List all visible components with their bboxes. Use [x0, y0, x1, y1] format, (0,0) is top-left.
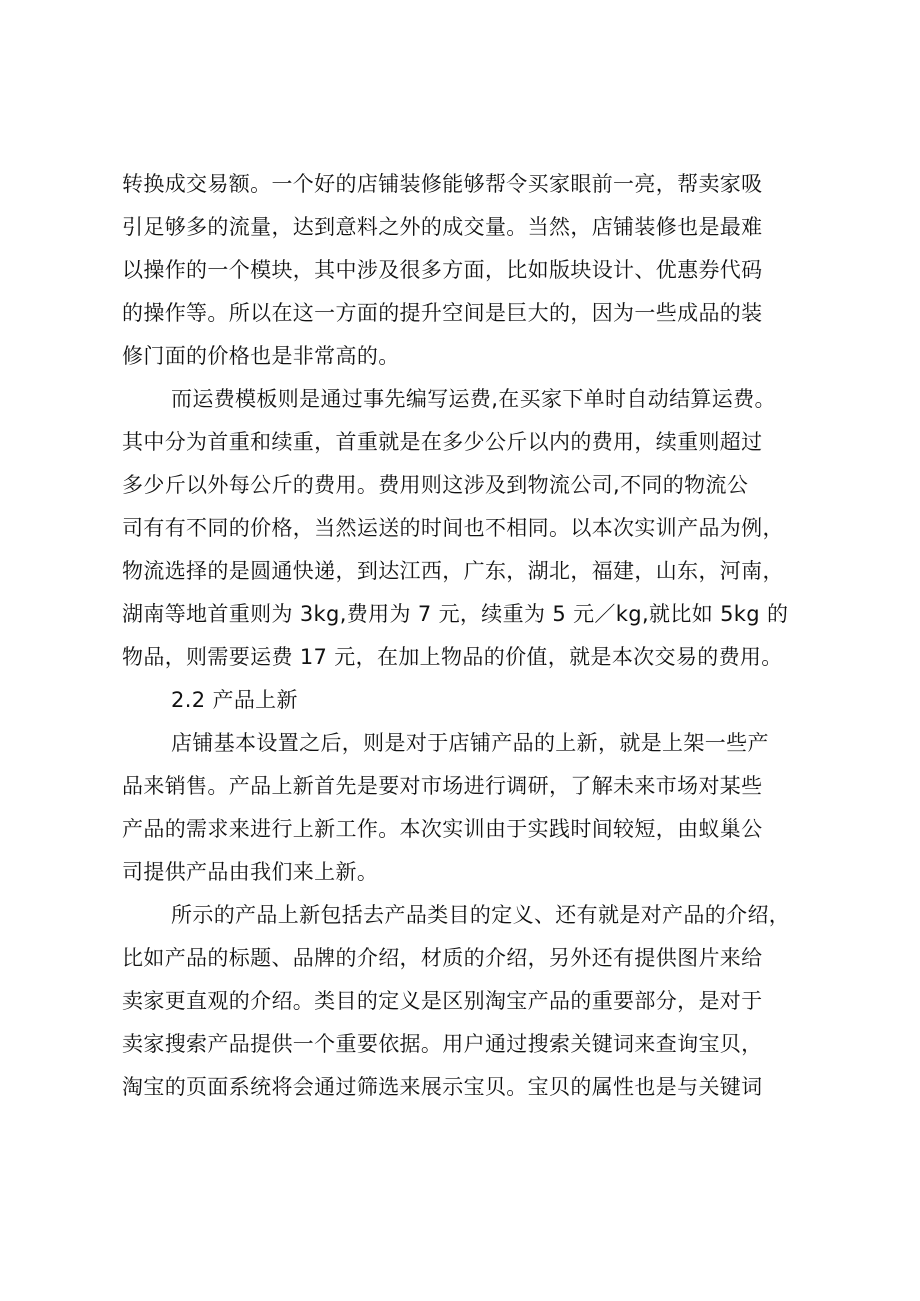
text-line: 产品的需求来进行上新工作。本次实训由于实践时间较短，由蚁巢公: [122, 817, 763, 841]
section-heading-text: 2.2 产品上新: [171, 688, 298, 712]
text-line: 物流选择的是圆通快递，到达江西，广东，湖北，福建，山东，河南，: [122, 559, 784, 583]
text-line: 卖家更直观的介绍。类目的定义是区别淘宝产品的重要部分，是对于: [122, 989, 763, 1013]
text-line: 的操作等。所以在这一方面的提升空间是巨大的，因为一些成品的装: [122, 301, 763, 325]
text-line: 而运费模板则是通过事先编写运费,在买家下单时自动结算运费。: [171, 387, 776, 411]
text-line: 所示的产品上新包括去产品类目的定义、还有就是对产品的介绍，: [171, 903, 791, 927]
text-line: 淘宝的页面系统将会通过筛选来展示宝贝。宝贝的属性也是与关键词: [122, 1075, 763, 1099]
text-line: 修门面的价格也是非常高的。: [122, 344, 400, 368]
text-line: 比如产品的标题、品牌的介绍，材质的介绍，另外还有提供图片来给: [122, 946, 763, 970]
text-line: 湖南等地首重则为 3kg,费用为 7 元，续重为 5 元／kg,就比如 5kg 的: [122, 602, 789, 626]
text-line: 引足够多的流量，达到意料之外的成交量。当然，店铺装修也是最难: [122, 215, 763, 239]
text-line: 司提供产品由我们来上新。: [122, 860, 379, 884]
text-line: 转换成交易额。一个好的店铺装修能够帮令买家眼前一亮，帮卖家吸: [122, 172, 763, 196]
text-line: 其中分为首重和续重，首重就是在多少公斤以内的费用，续重则超过: [122, 430, 763, 454]
text-line: 司有有不同的价格，当然运送的时间也不相同。以本次实训产品为例，: [122, 516, 784, 540]
text-line: 以操作的一个模块，其中涉及很多方面，比如版块设计、优惠券代码: [122, 258, 763, 282]
text-line: 多少斤以外每公斤的费用。费用则这涉及到物流公司,不同的物流公: [122, 473, 749, 497]
text-line: 品来销售。产品上新首先是要对市场进行调研，了解未来市场对某些: [122, 774, 763, 798]
text-line: 物品，则需要运费 17 元，在加上物品的价值，就是本次交易的费用。: [122, 645, 783, 669]
text-line: 店铺基本设置之后，则是对于店铺产品的上新，就是上架一些产: [171, 731, 769, 755]
text-line: 卖家搜索产品提供一个重要依据。用户通过搜索关键词来查询宝贝，: [122, 1032, 763, 1056]
